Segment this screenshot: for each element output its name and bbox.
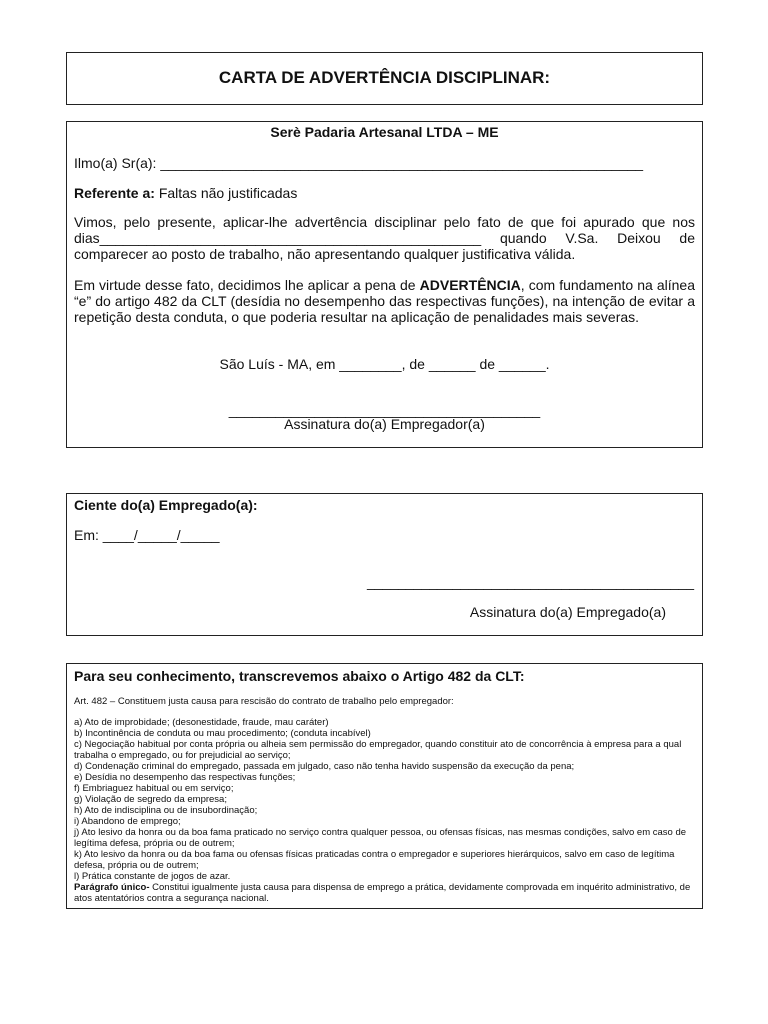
employee-signature-label: Assinatura do(a) Empregado(a) <box>469 604 666 620</box>
law-item: j) Ato lesivo da honra ou da boa fama praticado no serviço contra qualquer pessoa, ou ofensas físicas, nas mesmas condições, salvo em caso de legítima defesa, própria ou de outrem; <box>74 827 687 849</box>
law-box <box>66 663 703 909</box>
paragraph-penalty <box>74 277 695 325</box>
law-item: c) Negociação habitual por conta própria ou alheia sem permissão do empregador, quando constituir ato de concorrência à empresa para a qual trabalha o empregado, ou for prejudicial ao serviço; <box>74 739 682 761</box>
paragraph-text: Constitui igualmente justa causa para dispensa de emprego a prática, devidamente comprovada em inquérito administrativo, de atos atentatórios contra a segurança nacional. <box>74 882 691 904</box>
recipient-field: Ilmo(a) Sr(a): ______________________________________________________________ <box>74 155 644 171</box>
law-item: f) Embriaguez habitual ou em serviço; <box>74 783 234 794</box>
employer-signature-label: Assinatura do(a) Empregador(a) <box>284 416 485 432</box>
title-box <box>66 52 703 105</box>
law-item: i) Abandono de emprego; <box>74 816 181 827</box>
employer-signature-line: ________________________________________ <box>228 402 541 418</box>
reference-line <box>74 185 297 201</box>
employee-signature-line: __________________________________________ <box>366 574 694 590</box>
employee-date-field: Em: ____/_____/_____ <box>74 527 220 543</box>
employee-box <box>66 493 703 636</box>
penalty-text-before: Em virtude desse fato, decidimos lhe aplicar a pena de <box>74 277 416 293</box>
reference-value: Faltas não justificadas <box>158 185 298 201</box>
law-heading: Para seu conhecimento, transcrevemos abaixo o Artigo 482 da CLT: <box>74 668 525 684</box>
letter-box <box>66 121 703 448</box>
law-items <box>74 717 696 904</box>
law-item: d) Condenação criminal do empregado, passada em julgado, caso não tenha havido suspensão da execução da pena; <box>74 761 575 772</box>
law-item: b) Incontinência de conduta ou mau procedimento; (conduta incabível) <box>74 728 371 739</box>
paragraph-label: Parágrafo único- <box>74 882 150 893</box>
law-item: e) Desídia no desempenho das respectivas funções; <box>74 772 296 783</box>
law-item: h) Ato de indisciplina ou de insubordinação; <box>74 805 258 816</box>
law-item: k) Ato lesivo da honra ou da boa fama ou ofensas físicas praticadas contra o empregador e superiores hierárquicos, salvo em caso de legítima defesa, própria ou de outrem; <box>74 849 675 871</box>
law-item: l) Prática constante de jogos de azar. <box>74 871 231 882</box>
paragraph-absence: Vimos, pelo presente, aplicar-lhe advertência disciplinar pelo fato de que foi apurado que nos dias_________________________________________________ quando V.Sa. Deixou de comparecer ao posto de trabalho, não apresentando qualquer justificativa válida. <box>74 214 695 262</box>
law-paragraph <box>74 882 696 904</box>
document-title: CARTA DE ADVERTÊNCIA DISCIPLINAR: <box>218 68 551 87</box>
employee-heading: Ciente do(a) Empregado(a): <box>74 497 258 513</box>
penalty-word: ADVERTÊNCIA <box>419 277 521 293</box>
law-item: a) Ato de improbidade; (desonestidade, fraude, mau caráter) <box>74 717 329 728</box>
date-line: São Luís - MA, em ________, de ______ de ______. <box>219 356 550 372</box>
reference-label: Referente a: <box>74 185 155 201</box>
penalty-text-after: , com fundamento na alínea “e” do artigo 482 da CLT (desídia no desempenho das respectivas funções), na intenção de evitar a repetição desta conduta, o que poderia resultar na aplicação de penalidades mais severas. <box>74 277 695 325</box>
law-item: g) Violação de segredo da empresa; <box>74 794 227 805</box>
law-intro: Art. 482 – Constituem justa causa para rescisão do contrato de trabalho pelo empregador: <box>74 696 454 707</box>
company-name: Serè Padaria Artesanal LTDA – ME <box>270 124 499 140</box>
